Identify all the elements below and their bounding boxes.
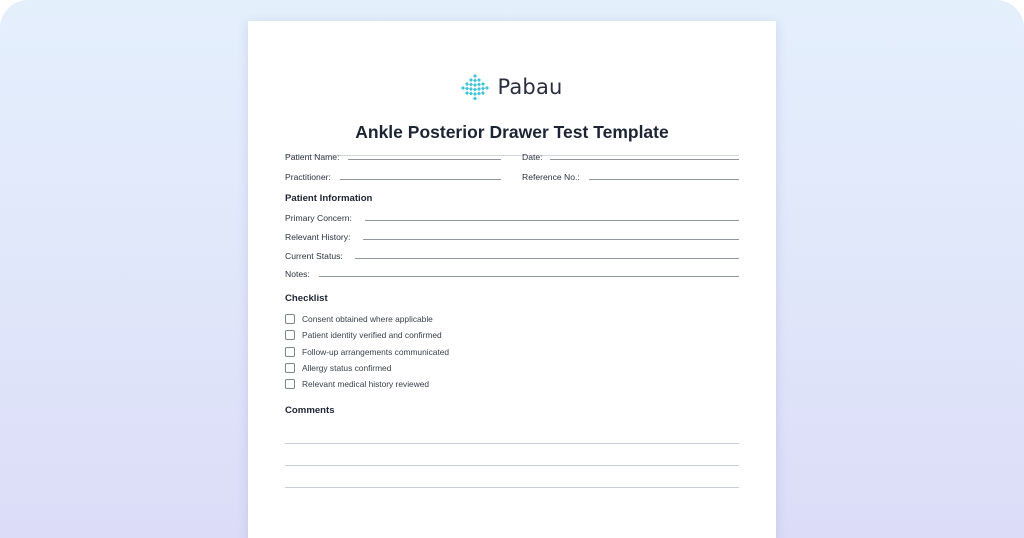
checkbox[interactable] [285, 330, 295, 340]
patient-name-label: Patient Name: [285, 152, 340, 162]
comment-line[interactable] [285, 487, 739, 488]
checkbox[interactable] [285, 347, 295, 357]
comments-heading: Comments [285, 405, 335, 416]
primary-concern-field[interactable] [365, 220, 739, 221]
relevant-history-label: Relevant History: [285, 232, 351, 242]
patient-information-heading: Patient Information [285, 193, 373, 204]
title-divider [285, 155, 739, 156]
practitioner-field[interactable] [340, 179, 501, 180]
checklist-item-label: Follow-up arrangements communicated [302, 347, 450, 357]
comment-line[interactable] [285, 465, 739, 466]
checkbox[interactable] [285, 379, 295, 389]
comment-line[interactable] [285, 443, 739, 444]
checkbox[interactable] [285, 363, 295, 373]
checklist-heading: Checklist [285, 293, 328, 304]
checklist-item[interactable] [285, 314, 433, 324]
brand-logo [248, 73, 776, 101]
notes-label: Notes: [285, 269, 310, 279]
date-label: Date: [522, 152, 543, 162]
checklist-item[interactable] [285, 363, 391, 373]
reference-no-field[interactable] [589, 179, 739, 180]
current-status-label: Current Status: [285, 251, 343, 261]
checklist-item-label: Consent obtained where applicable [302, 314, 433, 324]
notes-field[interactable] [319, 276, 739, 277]
diamond-grid-icon [461, 73, 489, 101]
brand-name: Pabau [497, 75, 563, 99]
checklist-item-label: Allergy status confirmed [302, 363, 392, 373]
checklist-item-label: Relevant medical history reviewed [302, 379, 430, 389]
document-page [248, 21, 776, 538]
current-status-field[interactable] [355, 258, 739, 259]
relevant-history-field[interactable] [363, 239, 739, 240]
primary-concern-label: Primary Concern: [285, 213, 352, 223]
checklist-item[interactable] [285, 347, 449, 357]
reference-no-label: Reference No.: [522, 172, 580, 182]
checkbox[interactable] [285, 314, 295, 324]
practitioner-label: Practitioner: [285, 172, 331, 182]
date-field[interactable] [550, 159, 739, 160]
checklist-item-label: Patient identity verified and confirmed [302, 330, 442, 340]
document-title: Ankle Posterior Drawer Test Template [355, 122, 669, 142]
checklist-item[interactable] [285, 379, 429, 389]
patient-name-field[interactable] [348, 159, 501, 160]
checklist-item[interactable] [285, 330, 442, 340]
